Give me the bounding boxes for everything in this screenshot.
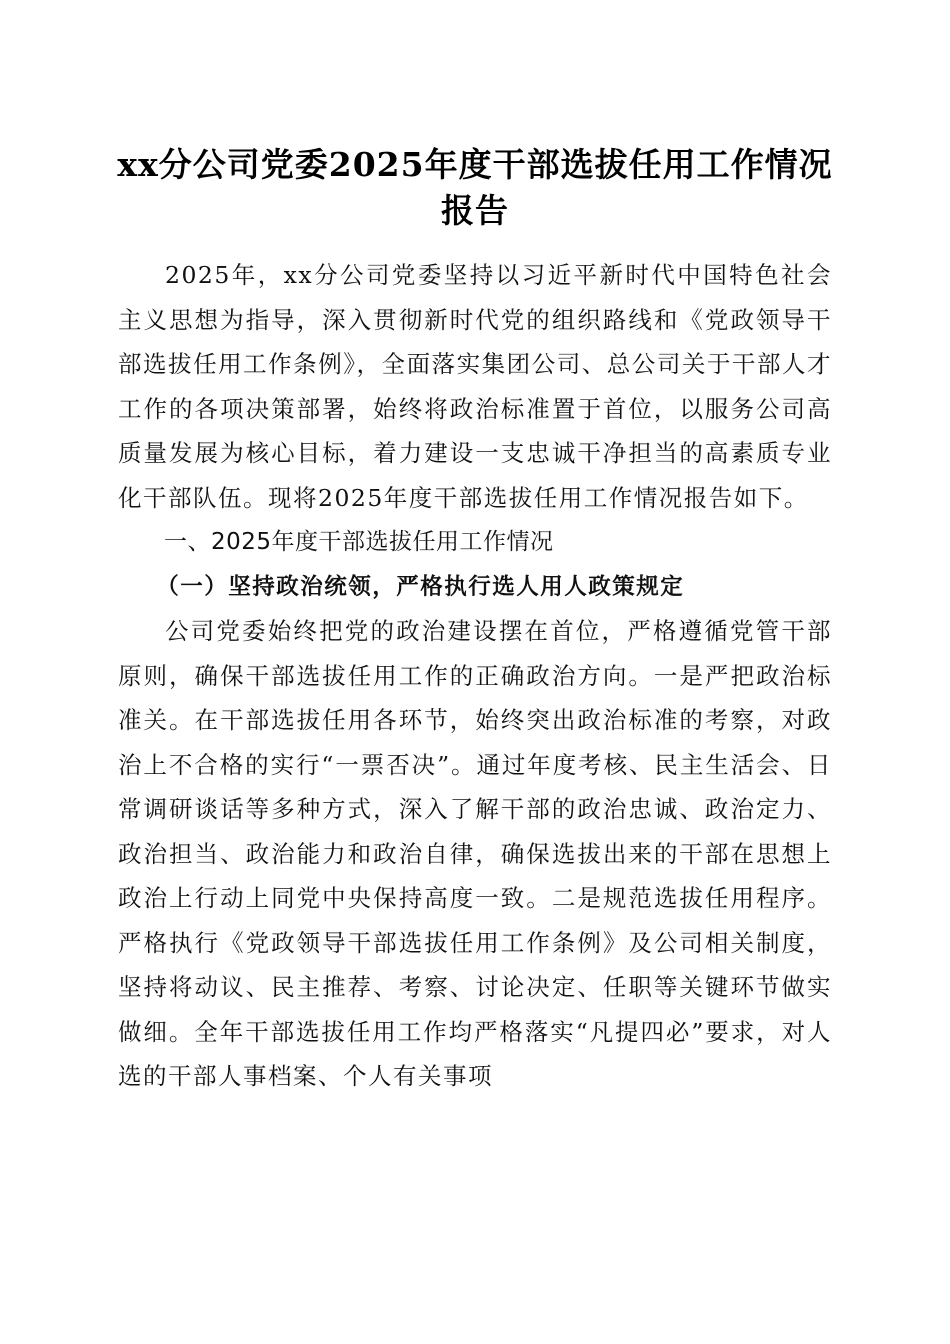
section-heading: 一、2025年度干部选拔任用工作情况	[164, 529, 554, 555]
document-body	[118, 253, 832, 1099]
subsection-paragraph: 公司党委始终把党的政治建设摆在首位，严格遵循党管干部原则，确保干部选拔任用工作的正确政治方向。一是严把政治标准关。在干部选拔任用各环节，始终突出政治标准的考察，对政治上不合格的实行“一票否决”。通过年度考核、民主生活会、日常调研谈话等多种方式，深入了解干部的政治忠诚、政治定力、政治担当、政治能力和政治自律，确保选拔出来的干部在思想上政治上行动上同党中央保持高度一致。二是规范选拔任用程序。严格执行《党政领导干部选拔任用工作条例》及公司相关制度，坚持将动议、民主推荐、考察、讨论决定、任职等关键环节做实做细。全年干部选拔任用工作均严格落实“凡提四必”要求，对人选的干部人事档案、个人有关事项	[118, 617, 832, 1090]
document-title: xx分公司党委2025年度干部选拔任用工作情况报告	[117, 145, 833, 230]
intro-paragraph: 2025年，xx分公司党委坚持以习近平新时代中国特色社会主义思想为指导，深入贯彻新时代党的组织路线和《党政领导干部选拔任用工作条例》，全面落实集团公司、总公司关于干部人才工作的各项决策部署，始终将政治标准置于首位，以服务公司高质量发展为核心目标，着力建设一支忠诚干净担当的高素质专业化干部队伍。现将2025年度干部选拔任用工作情况报告如下。	[118, 261, 832, 512]
subsection-heading: （一）坚持政治统领，严格执行选人用人政策规定	[156, 573, 685, 600]
